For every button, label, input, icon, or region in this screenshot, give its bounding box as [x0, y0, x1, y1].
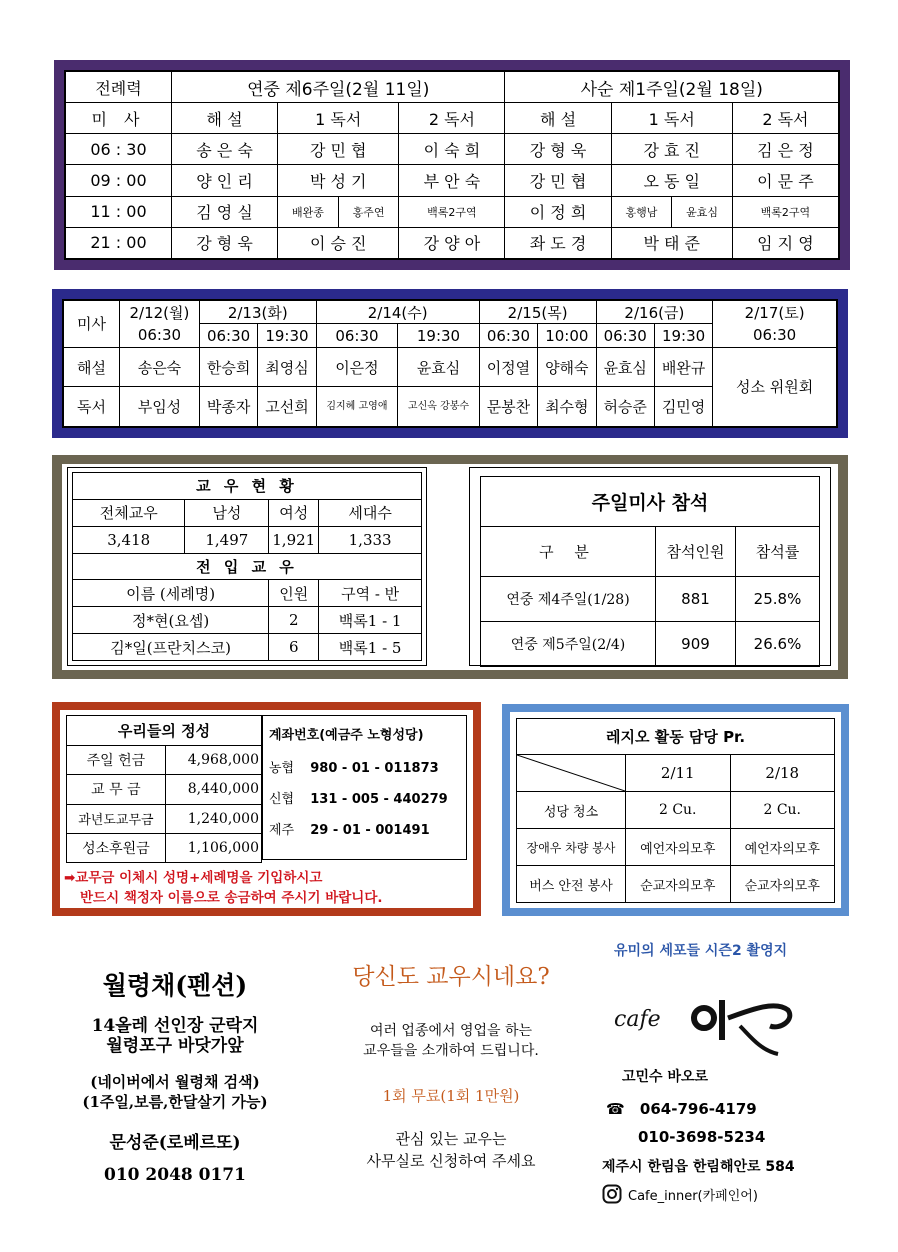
name-cell: 이 승 진 — [278, 227, 399, 258]
name-cell: 강 민 협 — [505, 165, 611, 196]
day-date: 2/14(수) — [316, 301, 479, 324]
transfer-name: 정*현(요셉) — [73, 607, 269, 634]
offering-value: 4,968,000 — [165, 746, 261, 775]
day-time: 06:30 — [479, 324, 537, 347]
cafe-mobile: 010-3698-5234 — [638, 1128, 766, 1146]
offering-value: 8,440,000 — [165, 775, 261, 804]
cafe-instagram-row — [602, 1184, 840, 1204]
name-cell: 고신옥 강봉수 — [398, 387, 480, 427]
day-time: 06:30 — [316, 324, 398, 347]
pension-title: 월령채(펜션) — [102, 971, 248, 1000]
attendance-label: 연중 제5주일(2/4) — [481, 622, 656, 667]
offering-notice-line2: 반드시 책정자 이름으로 송금하여 주시기 바랍니다. — [80, 890, 383, 906]
table-row — [67, 804, 262, 833]
attendance-table — [480, 476, 820, 667]
table-row — [517, 829, 835, 866]
role-narration: 해 설 — [505, 103, 611, 134]
pension-line4: (1주일,보름,한달살기 가능) — [82, 1093, 268, 1111]
col-header: 세대수 — [319, 499, 422, 526]
account-row — [269, 788, 460, 807]
col-header: 이름 (세례명) — [73, 580, 269, 607]
legio-value: 예언자의모후 — [730, 829, 835, 866]
pension-line2: 월령포구 바닷가앞 — [106, 1036, 244, 1056]
legio-value: 예언자의모후 — [626, 829, 731, 866]
offering-label: 주일 헌금 — [67, 746, 166, 775]
name-cell: 이 숙 희 — [399, 134, 505, 165]
account-number: 29 - 01 - 001491 — [310, 823, 430, 838]
legio-value: 순교자의모후 — [626, 866, 731, 903]
parishioner-table — [72, 472, 422, 661]
name-cell: 오 동 일 — [611, 165, 732, 196]
day-time: 19:30 — [654, 324, 712, 347]
legio-label: 성당 청소 — [517, 792, 626, 829]
offering-title: 우리들의 정성 — [67, 716, 262, 746]
table-row — [481, 622, 820, 667]
offering-table — [66, 715, 262, 863]
bank-name: 제주 — [269, 823, 295, 838]
name-cell: 한승희 — [199, 347, 257, 387]
weekday-mass-table — [63, 300, 837, 427]
merged-cell: 성소 위원회 — [713, 347, 837, 426]
week1-title: 연중 제6주일(2월 11일) — [172, 72, 505, 103]
sunday-liturgy-table — [65, 71, 839, 259]
name-cell: 윤효심 — [686, 205, 718, 219]
account-number: 980 - 01 - 011873 — [310, 761, 439, 776]
col-header: 남성 — [185, 499, 269, 526]
table-row — [517, 866, 835, 903]
table-row — [481, 577, 820, 622]
name-cell: 강 민 협 — [278, 134, 399, 165]
name-cell: 양해숙 — [538, 347, 596, 387]
day-date: 2/13(화) — [199, 301, 316, 324]
parishioner-title: 교 우 현 황 — [73, 473, 422, 500]
attendance-label: 연중 제4주일(1/28) — [481, 577, 656, 622]
center-ad-price: 1회 무료(1회 1만원) — [382, 1087, 520, 1105]
legio-label: 장애우 차량 봉사 — [517, 829, 626, 866]
mass-time: 11 : 00 — [66, 196, 172, 227]
legio-date: 2/18 — [730, 755, 835, 792]
pension-owner: 문성준(로베르또) — [109, 1133, 241, 1153]
day-date: 2/17(토) — [713, 301, 837, 324]
role-narration: 해 설 — [172, 103, 278, 134]
transfer-title: 전 입 교 우 — [73, 553, 422, 580]
center-ad-line1: 여러 업종에서 영업을 하는 — [369, 1023, 533, 1039]
transfer-area: 백록1 - 1 — [319, 607, 422, 634]
transfer-count: 2 — [269, 607, 319, 634]
name-cell: 부임성 — [120, 387, 200, 427]
account-box — [262, 715, 467, 860]
legio-value: 순교자의모후 — [730, 866, 835, 903]
center-ad-line3: 관심 있는 교우는 — [395, 1130, 507, 1148]
name-cell: 박 태 준 — [611, 227, 732, 258]
col-header: 참석인원 — [656, 527, 736, 577]
name-cell: 김 은 정 — [732, 134, 838, 165]
legio-frame — [502, 704, 849, 916]
table-row — [73, 526, 422, 553]
name-cell: 윤효심 — [596, 347, 654, 387]
name-cell: 강 효 진 — [611, 134, 732, 165]
legio-value: 2 Cu. — [626, 792, 731, 829]
female-value: 1,921 — [269, 526, 319, 553]
account-title: 계좌번호(예금주 노형성당) — [269, 728, 424, 743]
weekday-mass-frame — [52, 289, 848, 438]
table-row — [73, 634, 422, 661]
day-date: 2/16(금) — [596, 301, 713, 324]
day-date: 2/15(목) — [479, 301, 596, 324]
name-cell: 이은정 — [316, 347, 398, 387]
total-value: 3,418 — [73, 526, 185, 553]
liturgy-header-label: 전례력 — [66, 72, 172, 103]
narration-label: 해설 — [64, 347, 120, 387]
name-cell: 윤효심 — [398, 347, 480, 387]
diagonal-cell — [517, 755, 626, 792]
name-cell: 홍행남 — [612, 197, 673, 227]
cafe-tagline: 유미의 세포들 시즌2 촬영지 — [614, 943, 788, 959]
offering-label: 성소후원금 — [67, 833, 166, 862]
name-cell: 이 문 주 — [732, 165, 838, 196]
name-cell: 홍주연 — [352, 205, 385, 219]
cafe-logo — [600, 970, 800, 1056]
table-row — [517, 792, 835, 829]
pension-line3: (네이버에서 월령채 검색) — [90, 1073, 260, 1091]
attendance-rate: 26.6% — [736, 622, 820, 667]
name-cell: 강 형 욱 — [505, 134, 611, 165]
center-ad-line2: 교우들을 소개하여 드립니다. — [363, 1043, 539, 1059]
sunday-liturgy-frame — [54, 60, 850, 270]
phone-icon: ☎ — [606, 1100, 625, 1118]
name-cell: 김지혜 고영애 — [316, 387, 398, 427]
cafe-instagram: Cafe_inner(카페인어) — [628, 1188, 758, 1204]
offering-value: 1,240,000 — [165, 804, 261, 833]
pension-line1: 14올레 선인장 군락지 — [91, 1016, 259, 1036]
offering-label: 교 무 금 — [67, 775, 166, 804]
mass-label: 미 사 — [66, 103, 172, 134]
name-cell: 부 안 숙 — [399, 165, 505, 196]
table-row — [66, 165, 839, 196]
account-row — [269, 819, 460, 838]
attendance-rate: 25.8% — [736, 577, 820, 622]
transfer-name: 김*일(프란치스코) — [73, 634, 269, 661]
cafe-tel: 064-796-4179 — [639, 1100, 757, 1118]
instagram-icon — [602, 1184, 622, 1204]
table-row — [66, 196, 839, 227]
pension-phone: 010 2048 0171 — [104, 1165, 246, 1185]
center-ad-line4: 사무실로 신청하여 주세요 — [366, 1152, 536, 1170]
mass-time: 21 : 00 — [66, 227, 172, 258]
svg-text:cafe: cafe — [614, 1007, 661, 1032]
table-row — [67, 775, 262, 804]
day-date: 2/12(월) — [120, 301, 200, 324]
role-reading1: 1 독서 — [611, 103, 732, 134]
offering-frame — [52, 702, 481, 916]
center-ad — [316, 954, 586, 1174]
name-cell: 강 형 욱 — [172, 227, 278, 258]
offering-notice-line1: ➡교무금 이체시 성명+세례명을 기입하시고 — [64, 870, 323, 886]
table-row — [66, 134, 839, 165]
attendance-count: 881 — [656, 577, 736, 622]
name-cell: 이 정 희 — [505, 196, 611, 227]
cafe-tel-row — [606, 1100, 840, 1118]
pension-ad — [60, 958, 290, 1198]
attendance-count: 909 — [656, 622, 736, 667]
day-time: 19:30 — [258, 324, 316, 347]
legio-title: 레지오 활동 담당 Pr. — [517, 719, 835, 755]
area-cell: 백록2구역 — [399, 196, 505, 227]
name-cell: 이정열 — [479, 347, 537, 387]
name-cell: 김 영 실 — [172, 196, 278, 227]
name-cell: 허승준 — [596, 387, 654, 427]
legio-table — [516, 718, 835, 903]
name-cell: 박 성 기 — [278, 165, 399, 196]
col-header: 전체교우 — [73, 499, 185, 526]
account-row — [269, 757, 460, 776]
table-row — [64, 347, 837, 387]
transfer-area: 백록1 - 5 — [319, 634, 422, 661]
cafe-address: 제주시 한림읍 한림해안로 584 — [602, 1159, 795, 1175]
split-cell — [278, 196, 399, 227]
offering-label: 과년도교무금 — [67, 804, 166, 833]
name-cell: 고선희 — [258, 387, 316, 427]
table-row — [66, 227, 839, 258]
week2-title: 사순 제1주일(2월 18일) — [505, 72, 839, 103]
cafe-owner: 고민수 바오로 — [622, 1069, 709, 1085]
cafe-ad — [600, 940, 840, 1210]
weekday-mass-label: 미사 — [64, 301, 120, 348]
household-value: 1,333 — [319, 526, 422, 553]
col-header: 구 분 — [481, 527, 656, 577]
name-cell: 송 은 숙 — [172, 134, 278, 165]
mass-time: 09 : 00 — [66, 165, 172, 196]
day-time: 19:30 — [398, 324, 480, 347]
name-cell: 배완종 — [278, 197, 339, 227]
day-time: 10:00 — [538, 324, 596, 347]
day-time: 06:30 — [120, 324, 200, 347]
bank-name: 농협 — [269, 761, 295, 776]
table-row — [67, 833, 262, 862]
col-header: 참석률 — [736, 527, 820, 577]
parishioner-status — [67, 467, 427, 666]
reading-label: 독서 — [64, 387, 120, 427]
name-cell: 최수형 — [538, 387, 596, 427]
cafe-logo-graphic — [600, 970, 800, 1056]
name-cell: 강 양 아 — [399, 227, 505, 258]
legio-date: 2/11 — [626, 755, 731, 792]
col-header: 여성 — [269, 499, 319, 526]
offering-value: 1,106,000 — [165, 833, 261, 862]
role-reading1: 1 독서 — [278, 103, 399, 134]
offering-table-wrap — [66, 715, 262, 863]
attendance-title: 주일미사 참석 — [481, 477, 820, 527]
area-cell: 백록2구역 — [732, 196, 838, 227]
bank-name: 신협 — [269, 792, 295, 807]
col-header: 구역 - 반 — [319, 580, 422, 607]
day-time: 06:30 — [713, 324, 837, 347]
transfer-count: 6 — [269, 634, 319, 661]
split-cell — [611, 196, 732, 227]
name-cell: 송은숙 — [120, 347, 200, 387]
name-cell: 임 지 영 — [732, 227, 838, 258]
account-number: 131 - 005 - 440279 — [310, 792, 448, 807]
name-cell: 양 인 리 — [172, 165, 278, 196]
table-row — [73, 607, 422, 634]
legio-value: 2 Cu. — [730, 792, 835, 829]
male-value: 1,497 — [185, 526, 269, 553]
legio-label: 버스 안전 봉사 — [517, 866, 626, 903]
mass-time: 06 : 30 — [66, 134, 172, 165]
table-row — [67, 746, 262, 775]
name-cell: 배완규 — [654, 347, 712, 387]
center-ad-title: 당신도 교우시네요? — [352, 964, 550, 990]
diagonal-line — [517, 755, 625, 791]
day-time: 06:30 — [596, 324, 654, 347]
name-cell: 최영심 — [258, 347, 316, 387]
attendance-box — [469, 467, 831, 666]
role-reading2: 2 독서 — [732, 103, 838, 134]
role-reading2: 2 독서 — [399, 103, 505, 134]
col-header: 인원 — [269, 580, 319, 607]
stats-frame — [52, 455, 848, 679]
name-cell: 문봉찬 — [479, 387, 537, 427]
name-cell: 박종자 — [199, 387, 257, 427]
name-cell: 좌 도 경 — [505, 227, 611, 258]
day-time: 06:30 — [199, 324, 257, 347]
name-cell: 김민영 — [654, 387, 712, 427]
